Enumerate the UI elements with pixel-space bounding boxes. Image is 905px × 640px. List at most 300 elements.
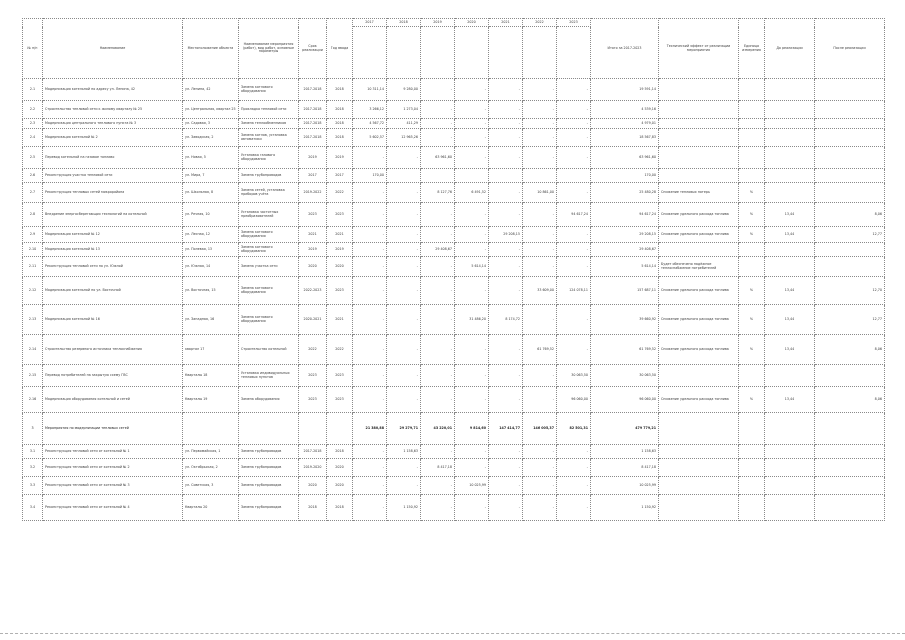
cell-after (815, 477, 885, 495)
cell-year-value: 29 208,15 (489, 227, 523, 243)
cell-before (765, 257, 815, 277)
cell-unit (739, 495, 765, 521)
cell-year-value: - (523, 227, 557, 243)
cell-year-value: 30 063,50 (557, 365, 591, 387)
table-row (23, 335, 885, 365)
cell-num: 2.12 (23, 277, 43, 305)
cell-year-value: - (421, 129, 455, 147)
cell-year-value: - (489, 495, 523, 521)
cell-year-value: - (523, 305, 557, 335)
cell-total: 1 158,63 (591, 445, 659, 459)
cell-name: Реконструкция тепловой сети от котельной № 2 (43, 459, 183, 477)
cell-name: Модернизация котельной по адресу ул. Ленина, 42 (43, 79, 183, 101)
cell-unit: % (739, 203, 765, 227)
cell-year: 2022 (327, 335, 353, 365)
cell-after: 12,77 (815, 305, 885, 335)
cell-num: 2.4 (23, 129, 43, 147)
cell-unit (739, 79, 765, 101)
cell-characteristic: Строительство котельной (239, 335, 299, 365)
cell-after: 8,06 (815, 203, 885, 227)
table-body (23, 79, 885, 521)
cell-year-value: - (353, 495, 387, 521)
cell-after (815, 243, 885, 257)
cell-period: 2020 (299, 477, 327, 495)
table-row (23, 459, 885, 477)
cell-before: 13,44 (765, 203, 815, 227)
cell-year-value: - (489, 387, 523, 413)
table-row (23, 79, 885, 101)
cell-name: Внедрение энергосберегающих технологий на котельной (43, 203, 183, 227)
cell-year-value: 5 602,57 (353, 129, 387, 147)
cell-after: 12,77 (815, 227, 885, 243)
cell-year-value: 147 414,77 (489, 413, 523, 445)
cell-year-value: - (387, 365, 421, 387)
cell-effect: Будет обеспечено надёжное теплоснабжение потребителей (659, 257, 739, 277)
col-header-after: После реализации (815, 19, 885, 79)
cell-year: 2023 (327, 387, 353, 413)
cell-year-value: 96 060,00 (557, 387, 591, 413)
table-row (23, 445, 885, 459)
cell-year: 2018 (327, 129, 353, 147)
table-row (23, 477, 885, 495)
cell-year-value: - (489, 477, 523, 495)
cell-year-value: - (387, 227, 421, 243)
cell-unit (739, 147, 765, 169)
cell-before (765, 79, 815, 101)
cell-year-value: - (387, 305, 421, 335)
cell-period: 2017-2018 (299, 101, 327, 119)
cell-unit: % (739, 387, 765, 413)
cell-unit: % (739, 183, 765, 203)
cell-name: Модернизация котельной по ул. Восточной (43, 277, 183, 305)
cell-num: 2.10 (23, 243, 43, 257)
cell-year-value: - (387, 183, 421, 203)
cell-num: 2.9 (23, 227, 43, 243)
cell-year-value: - (523, 79, 557, 101)
cell-after (815, 129, 885, 147)
cell-before: 13,44 (765, 277, 815, 305)
cell-characteristic: Замена трубопроводов (239, 477, 299, 495)
cell-num: 2.3 (23, 119, 43, 129)
cell-period: 2017-2018 (299, 79, 327, 101)
cell-year-value: - (489, 101, 523, 119)
table-row (23, 227, 885, 243)
cell-period: 2020 (299, 257, 327, 277)
cell-year-value: - (455, 147, 489, 169)
cell-year-value: - (557, 335, 591, 365)
cell-year-value: - (523, 257, 557, 277)
cell-year-value: - (557, 305, 591, 335)
cell-total: 61 769,52 (591, 335, 659, 365)
cell-before: 13,44 (765, 227, 815, 243)
cell-year-value: - (455, 119, 489, 129)
cell-year-value: 31 486,20 (455, 305, 489, 335)
cell-year-value: - (421, 335, 455, 365)
cell-effect: Снижение удельного расхода топлива (659, 387, 739, 413)
cell-num: 2.2 (23, 101, 43, 119)
cell-unit (739, 119, 765, 129)
col-subheader (489, 27, 523, 79)
col-subheader (387, 27, 421, 79)
cell-year: 2023 (327, 277, 353, 305)
cell-characteristic: Замена котлового оборудования (239, 243, 299, 257)
cell-address: ул. Речная, 10 (183, 203, 239, 227)
cell-year-value: - (353, 445, 387, 459)
cell-year-value: - (523, 365, 557, 387)
cell-before (765, 365, 815, 387)
cell-address: ул. Новая, 5 (183, 147, 239, 169)
table-row (23, 183, 885, 203)
cell-year: 2021 (327, 227, 353, 243)
cell-period: 2023 (299, 203, 327, 227)
cell-effect (659, 147, 739, 169)
cell-before (765, 413, 815, 445)
cell-period: 2019 (299, 243, 327, 257)
cell-before: 13,44 (765, 305, 815, 335)
cell-year-value: - (421, 477, 455, 495)
col-subheader (353, 27, 387, 79)
col-header-year-2019: 2019 (421, 19, 455, 27)
cell-total: 29 208,15 (591, 227, 659, 243)
cell-characteristic: Замена теплообменников (239, 119, 299, 129)
cell-total: 5 614,14 (591, 257, 659, 277)
cell-effect (659, 169, 739, 183)
cell-total: 157 687,11 (591, 277, 659, 305)
cell-address: ул. Восточная, 15 (183, 277, 239, 305)
cell-address (183, 413, 239, 445)
cell-period: 2020-2021 (299, 305, 327, 335)
cell-year-value: 9 280,00 (387, 79, 421, 101)
cell-characteristic (239, 413, 299, 445)
cell-year-value: - (523, 203, 557, 227)
cell-num: 2.15 (23, 365, 43, 387)
cell-year-value (421, 169, 455, 183)
cell-year-value: - (455, 387, 489, 413)
cell-num: 2.7 (23, 183, 43, 203)
cell-characteristic: Замена котлового оборудования (239, 227, 299, 243)
col-subheader (523, 27, 557, 79)
col-header-characteristic: Наименование мероприятия (работ), вид работ, основные параметры (239, 19, 299, 79)
cell-year-value (387, 169, 421, 183)
cell-total: 29 408,67 (591, 243, 659, 257)
cell-num: 2.6 (23, 169, 43, 183)
col-header-period: Срок реализации (299, 19, 327, 79)
cell-year-value: - (353, 477, 387, 495)
cell-before (765, 169, 815, 183)
page-bottom-divider (0, 633, 905, 634)
cell-year-value: 9 814,60 (455, 413, 489, 445)
cell-name: Реконструкция тепловой сети по ул. Южной (43, 257, 183, 277)
cell-effect: Снижение удельного расхода топлива (659, 227, 739, 243)
cell-num: 2.5 (23, 147, 43, 169)
cell-characteristic: Установка частотных преобразователей (239, 203, 299, 227)
cell-name: Перевод котельной на газовое топливо (43, 147, 183, 169)
cell-year-value: 146 005,37 (523, 413, 557, 445)
cell-characteristic: Замена трубопроводов (239, 495, 299, 521)
cell-num: 2.13 (23, 305, 43, 335)
cell-year-value: - (353, 365, 387, 387)
cell-characteristic: Установка газового оборудования (239, 147, 299, 169)
col-header-year-2021: 2021 (489, 19, 523, 27)
cell-unit (739, 257, 765, 277)
cell-year: 2018 (327, 495, 353, 521)
cell-address: ул. Полевая, 13 (183, 243, 239, 257)
cell-year-value: 5 614,14 (455, 257, 489, 277)
cell-year-value: - (421, 79, 455, 101)
cell-year-value: - (353, 277, 387, 305)
cell-address: ул. Мира, 7 (183, 169, 239, 183)
cell-before: 13,44 (765, 335, 815, 365)
cell-total: 25 480,28 (591, 183, 659, 203)
cell-num: 2.8 (23, 203, 43, 227)
cell-unit (739, 129, 765, 147)
cell-name: Модернизация котельной № 16 (43, 305, 183, 335)
cell-period: 2018 (299, 495, 327, 521)
cell-effect (659, 119, 739, 129)
cell-period: 2017-2018 (299, 119, 327, 129)
cell-name: Мероприятия по модернизации тепловых сетей (43, 413, 183, 445)
cell-year-value: - (523, 101, 557, 119)
cell-name: Реконструкция тепловой сети от котельной № 4 (43, 495, 183, 521)
cell-year-value: 170,00 (353, 169, 387, 183)
cell-year-value: - (455, 227, 489, 243)
cell-address: ул. Октябрьская, 2 (183, 459, 239, 477)
cell-num: 2.1 (23, 79, 43, 101)
cell-year: 2018 (327, 119, 353, 129)
cell-year-value: - (421, 495, 455, 521)
cell-address: ул. Западная, 16 (183, 305, 239, 335)
cell-year-value: - (353, 183, 387, 203)
cell-year-value: - (489, 335, 523, 365)
cell-period: 2023 (299, 387, 327, 413)
cell-year-value: - (455, 277, 489, 305)
cell-num: 3.2 (23, 459, 43, 477)
cell-year-value: - (353, 243, 387, 257)
cell-before (765, 147, 815, 169)
cell-year: 2018 (327, 79, 353, 101)
cell-year-value: - (557, 459, 591, 477)
cell-year-value: - (387, 243, 421, 257)
cell-name: Модернизация котельной № 12 (43, 227, 183, 243)
cell-year-value: 10 861,00 (523, 183, 557, 203)
col-header-name: Наименование (43, 19, 183, 79)
table-row (23, 169, 885, 183)
cell-name: Модернизация котельной № 13 (43, 243, 183, 257)
cell-before (765, 101, 815, 119)
cell-before (765, 495, 815, 521)
table-row (23, 129, 885, 147)
cell-year-value: - (557, 257, 591, 277)
cell-year: 2021 (327, 305, 353, 335)
cell-period: 2022 (299, 335, 327, 365)
cell-year-value: - (455, 365, 489, 387)
cell-year-value: - (523, 495, 557, 521)
cell-before (765, 477, 815, 495)
cell-year-value: - (489, 183, 523, 203)
cell-period: 2017 (299, 169, 327, 183)
cell-effect (659, 495, 739, 521)
cell-year-value: - (455, 203, 489, 227)
cell-year-value: - (421, 257, 455, 277)
cell-unit: % (739, 335, 765, 365)
cell-year-value: 10 025,99 (455, 477, 489, 495)
table-row (23, 257, 885, 277)
cell-unit: % (739, 305, 765, 335)
cell-name: Реконструкция тепловой сети от котельной № 1 (43, 445, 183, 459)
cell-name: Строительство резервного источника теплоснабжения (43, 335, 183, 365)
cell-year-value: - (353, 147, 387, 169)
cell-year-value: 1 158,63 (387, 445, 421, 459)
cell-year-value: - (353, 335, 387, 365)
cell-year-value: - (353, 227, 387, 243)
cell-year-value: - (557, 147, 591, 169)
cell-year-value: 4 567,72 (353, 119, 387, 129)
cell-effect (659, 243, 739, 257)
cell-total: 8 417,18 (591, 459, 659, 477)
cell-year-value: - (557, 129, 591, 147)
cell-address: Кварталы 19 (183, 387, 239, 413)
cell-address: Кварталы 18 (183, 365, 239, 387)
cell-year-value: - (489, 365, 523, 387)
cell-before (765, 459, 815, 477)
cell-effect (659, 413, 739, 445)
table-row (23, 243, 885, 257)
cell-year-value: - (557, 227, 591, 243)
cell-year: 2020 (327, 477, 353, 495)
col-header-year-2020: 2020 (455, 19, 489, 27)
cell-address: ул. Первомайская, 1 (183, 445, 239, 459)
cell-year: 2018 (327, 445, 353, 459)
cell-unit: % (739, 227, 765, 243)
cell-characteristic: Замена трубопроводов (239, 459, 299, 477)
cell-characteristic: Замена котлов, установка автоматики (239, 129, 299, 147)
table-row (23, 305, 885, 335)
cell-before (765, 129, 815, 147)
cell-unit (739, 413, 765, 445)
cell-num: 3.4 (23, 495, 43, 521)
table-row (23, 365, 885, 387)
cell-effect (659, 129, 739, 147)
cell-year-value: 63 961,60 (421, 147, 455, 169)
col-header-year-2017: 2017 (353, 19, 387, 27)
cell-characteristic: Замена трубопроводов (239, 169, 299, 183)
cell-year-value: - (387, 335, 421, 365)
cell-address: ул. Южная, 14 (183, 257, 239, 277)
cell-before (765, 243, 815, 257)
cell-address: ул. Лесная, 12 (183, 227, 239, 243)
cell-total: 96 060,00 (591, 387, 659, 413)
cell-total: 170,00 (591, 169, 659, 183)
cell-effect (659, 445, 739, 459)
cell-period: 2019-2020 (299, 459, 327, 477)
cell-after (815, 169, 885, 183)
cell-year-value: - (523, 129, 557, 147)
cell-year-value: - (455, 79, 489, 101)
cell-year-value: - (557, 243, 591, 257)
cell-year-value: - (455, 335, 489, 365)
cell-year-value: - (489, 119, 523, 129)
cell-after (815, 257, 885, 277)
col-header-year: Год ввода (327, 19, 353, 79)
cell-period: 2019 (299, 147, 327, 169)
cell-year-value: - (455, 495, 489, 521)
cell-total: 39 660,92 (591, 305, 659, 335)
cell-year-value: - (557, 445, 591, 459)
cell-address: ул. Заводская, 2 (183, 129, 239, 147)
cell-effect (659, 459, 739, 477)
cell-year-value: - (387, 277, 421, 305)
cell-effect (659, 79, 739, 101)
cell-year-value: - (523, 459, 557, 477)
cell-after (815, 365, 885, 387)
cell-period: 2023 (299, 365, 327, 387)
cell-year-value: 33 609,00 (523, 277, 557, 305)
cell-period: 2022-2023 (299, 277, 327, 305)
cell-characteristic: Замена котлового оборудования (239, 305, 299, 335)
cell-after (815, 459, 885, 477)
cell-year-value: - (489, 445, 523, 459)
cell-year-value: - (489, 203, 523, 227)
cell-year-value: - (455, 459, 489, 477)
cell-unit (739, 101, 765, 119)
cell-year (327, 413, 353, 445)
cell-total: 479 779,21 (591, 413, 659, 445)
cell-num: 3.3 (23, 477, 43, 495)
cell-year-value: 82 501,31 (557, 413, 591, 445)
cell-name: Модернизация котельной № 2 (43, 129, 183, 147)
cell-year-value: - (421, 101, 455, 119)
cell-year-value: 411,29 (387, 119, 421, 129)
cell-after (815, 445, 885, 459)
cell-year-value: - (421, 277, 455, 305)
cell-total: 4 539,16 (591, 101, 659, 119)
col-header-year-2023: 2023 (557, 19, 591, 27)
table-row (23, 277, 885, 305)
cell-year-value: - (557, 119, 591, 129)
cell-year-value: 10 311,14 (353, 79, 387, 101)
col-subheader (421, 27, 455, 79)
cell-year-value: - (523, 119, 557, 129)
table-row (23, 387, 885, 413)
cell-year: 2018 (327, 101, 353, 119)
cell-after: 12,70 (815, 277, 885, 305)
cell-year: 2020 (327, 257, 353, 277)
cell-unit (739, 243, 765, 257)
cell-total: 94 617,24 (591, 203, 659, 227)
cell-year-value: 43 220,01 (421, 413, 455, 445)
cell-year-value: - (489, 459, 523, 477)
cell-year-value: 8 127,76 (421, 183, 455, 203)
cell-year-value: - (455, 243, 489, 257)
cell-year-value: 29 408,67 (421, 243, 455, 257)
cell-year-value: - (489, 79, 523, 101)
cell-year-value: - (421, 203, 455, 227)
cell-unit: % (739, 277, 765, 305)
cell-year-value: 12 965,26 (387, 129, 421, 147)
cell-after: 8,06 (815, 335, 885, 365)
cell-address: ул. Ленина, 42 (183, 79, 239, 101)
cell-year: 2023 (327, 203, 353, 227)
cell-after (815, 495, 885, 521)
cell-name: Модернизация оборудования котельной и сетей (43, 387, 183, 413)
cell-num: 3.1 (23, 445, 43, 459)
cell-year-value: - (489, 147, 523, 169)
cell-year-value: - (353, 305, 387, 335)
table-row (23, 203, 885, 227)
col-subheader (557, 27, 591, 79)
cell-year-value: - (523, 243, 557, 257)
cell-year: 2020 (327, 459, 353, 477)
